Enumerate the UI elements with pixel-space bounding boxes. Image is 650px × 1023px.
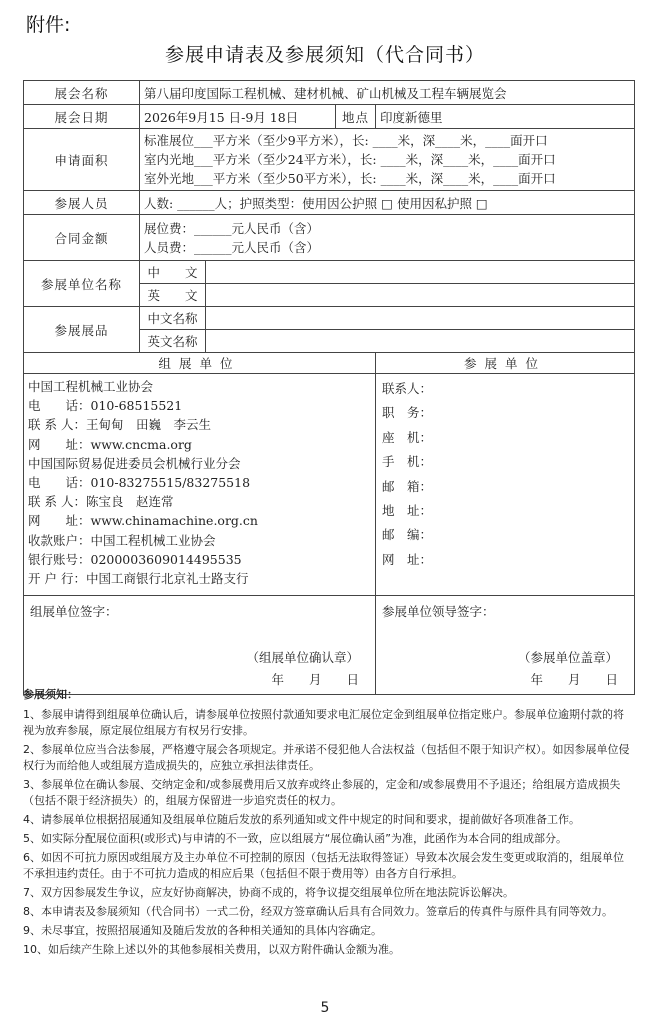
organizer-line: 电 话：010-68515521 bbox=[28, 398, 183, 414]
staff-value[interactable]: 人数: ______人；护照类型：使用因公护照 □ 使用因私护照 □ bbox=[140, 191, 635, 215]
note-item: 6、如因不可抗力原因或组展方及主办单位不可控制的原因（包括无法取得签证）导致本次展会发生变更或取消的，组展单位不承担违约责任。由于不可抗力造成的相应后果（包括但不限于费用等）由各方自行承担。 bbox=[23, 851, 624, 880]
organizer-line: 中国国际贸易促进委员会机械行业分会 bbox=[28, 455, 241, 471]
exhibitor-postcode-field[interactable]: 邮 编： bbox=[382, 527, 433, 543]
organizer-header: 组展单位 bbox=[24, 353, 376, 374]
note-item: 9、未尽事宜，按照招展通知及随后发放的各种相关通知的具体内容确定。 bbox=[23, 924, 382, 937]
page-number: 5 bbox=[320, 1000, 330, 1016]
contract-amount-label: 合同金额 bbox=[24, 215, 140, 261]
exhibition-notes bbox=[23, 687, 633, 958]
application-form-table bbox=[23, 80, 635, 695]
area-indoor-space[interactable]: 室内光地___平方米（至少24平方米），长: ____米，深____米，____面开口 bbox=[144, 152, 556, 167]
note-item: 1、参展申请得到组展单位确认后，请参展单位按照付款通知要求电汇展位定金到组展单位指定账户。参展单位逾期付款的将视为放弃参展，原定展位组展方有权另行安排。 bbox=[23, 708, 624, 737]
company-name-label: 参展单位名称 bbox=[24, 261, 140, 307]
company-chinese-field[interactable] bbox=[206, 261, 635, 284]
area-standard-booth[interactable]: 标准展位___平方米（至少9平方米），长: ____米，深____米，____面开口 bbox=[144, 133, 548, 148]
note-item: 10、如后续产生除上述以外的其他参展相关费用，以双方附件确认金额为准。 bbox=[23, 943, 400, 956]
organizer-line: 银行账号：0200003609014495535 bbox=[28, 551, 242, 567]
organizer-line: 收款账户：中国工程机械工业协会 bbox=[28, 532, 216, 548]
exhibition-name-value: 第八届印度国际工程机械、建材机械、矿山机械及工程车辆展览会 bbox=[140, 81, 635, 105]
products-label: 参展展品 bbox=[24, 307, 140, 353]
organizer-line: 联 系 人：陈宝良 赵连常 bbox=[28, 494, 174, 510]
location-value: 印度新德里 bbox=[376, 105, 635, 129]
organizer-line: 网 址：www.cncma.org bbox=[28, 436, 192, 452]
dates-value: 2026年9月15 日-9月 18日 bbox=[140, 105, 336, 129]
exhibitor-contact-field[interactable]: 联系人： bbox=[382, 381, 433, 396]
exhibitor-landline-field[interactable]: 座 机： bbox=[382, 429, 433, 445]
exhibitor-signature-block[interactable] bbox=[376, 596, 635, 695]
note-item: 3、参展单位在确认参展、交纳定金和/或参展费用后又放弃或终止参展的，定金和/或参展费用不予退还；给组展方造成损失（包括不限于经济损失）的，组展方保留进一步追究责任的权力。 bbox=[23, 778, 621, 807]
exhibitor-sign-label: 参展单位领导签字： bbox=[382, 604, 495, 619]
staff-fee[interactable]: 人员费：______元人民币（含） bbox=[144, 239, 320, 255]
product-english-name-field[interactable] bbox=[206, 330, 635, 353]
product-chinese-name-label: 中文名称 bbox=[140, 307, 206, 330]
exhibitor-seal-label: （参展单位盖章） bbox=[518, 650, 619, 665]
organizer-line: 开 户 行：中国工商银行北京礼士路支行 bbox=[28, 571, 249, 587]
document-title: 参展申请表及参展须知（代合同书） bbox=[164, 44, 485, 66]
organizer-signature-block[interactable] bbox=[24, 596, 376, 695]
exhibitor-title-field[interactable]: 职 务： bbox=[382, 405, 433, 421]
area-label: 申请面积 bbox=[24, 129, 140, 191]
dates-label: 展会日期 bbox=[24, 105, 140, 129]
company-english-field[interactable] bbox=[206, 284, 635, 307]
location-label: 地点 bbox=[336, 105, 376, 129]
note-item: 5、如实际分配展位面积(或形式)与申请的不一致，应以组展方“展位确认函”为准，此函作为本合同的组成部分。 bbox=[23, 832, 567, 845]
exhibitor-date-line: 年 月 日 bbox=[530, 672, 619, 687]
exhibitor-email-field[interactable]: 邮 箱： bbox=[382, 478, 433, 494]
organizer-info bbox=[24, 374, 376, 596]
staff-label: 参展人员 bbox=[24, 191, 140, 215]
exhibitor-website-field[interactable]: 网 址： bbox=[382, 551, 433, 567]
contract-amount-value[interactable] bbox=[140, 215, 635, 261]
product-english-name-label: 英文名称 bbox=[140, 330, 206, 353]
booth-fee[interactable]: 展位费：______元人民币（含） bbox=[144, 220, 320, 236]
note-item: 7、双方因参展发生争议，应友好协商解决，协商不成的，将争议提交组展单位所在地法院诉讼解决。 bbox=[23, 886, 514, 899]
organizer-date-line: 年 月 日 bbox=[271, 672, 359, 687]
exhibitor-mobile-field[interactable]: 手 机： bbox=[382, 454, 433, 470]
organizer-line: 网 址：www.chinamachine.org.cn bbox=[28, 513, 258, 529]
organizer-line: 联 系 人：王甸甸 田巍 李云生 bbox=[28, 417, 211, 433]
area-options[interactable] bbox=[140, 129, 635, 191]
organizer-seal-label: （组展单位确认章） bbox=[246, 650, 359, 665]
note-item: 4、请参展单位根据招展通知及组展单位随后发放的系列通知或文件中规定的时间和要求，提前做好各项准备工作。 bbox=[23, 813, 580, 826]
product-chinese-name-field[interactable] bbox=[206, 307, 635, 330]
exhibition-name-label: 展会名称 bbox=[24, 81, 140, 105]
exhibitor-header: 参展单位 bbox=[376, 353, 635, 374]
organizer-line: 电 话：010-83275515/83275518 bbox=[28, 475, 251, 491]
organizer-sign-label: 组展单位签字： bbox=[30, 604, 118, 619]
company-english-label: 英 文 bbox=[140, 284, 206, 307]
organizer-line: 中国工程机械工业协会 bbox=[28, 379, 154, 394]
note-item: 8、本申请表及参展须知（代合同书）一式二份，经双方签章确认后具有合同效力。签章后的传真件与原件具有同等效力。 bbox=[23, 905, 613, 918]
attachment-label: 附件: bbox=[26, 14, 71, 36]
company-chinese-label: 中 文 bbox=[140, 261, 206, 284]
area-outdoor-space[interactable]: 室外光地___平方米（至少50平方米），长: ____米，深____米，____面开口 bbox=[144, 171, 556, 186]
exhibitor-info[interactable] bbox=[376, 374, 635, 596]
exhibitor-address-field[interactable]: 地 址： bbox=[382, 503, 433, 519]
notes-heading: 参展须知： bbox=[23, 688, 78, 701]
note-item: 2、参展单位应当合法参展，严格遵守展会各项规定。并承诺不侵犯他人合法权益（包括但不限于知识产权）。如因参展单位侵权行为而给他人或组展方造成损失的，应独立承担法律责任。 bbox=[23, 743, 630, 772]
